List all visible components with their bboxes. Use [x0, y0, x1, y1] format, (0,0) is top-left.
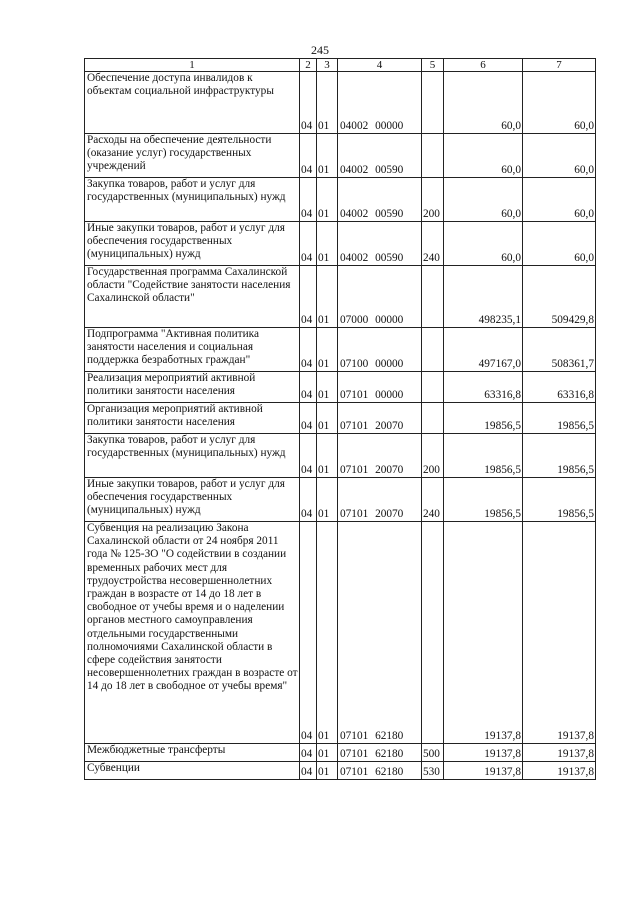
row-subsection: 01: [317, 403, 338, 434]
row-amount-col7: 19137,8: [523, 762, 596, 780]
row-expense-type: 500: [422, 744, 444, 762]
header-cell: 2: [300, 59, 317, 72]
row-subsection: 01: [317, 134, 338, 178]
row-amount-col6: 497167,0: [444, 328, 523, 372]
row-expense-type: [422, 134, 444, 178]
row-section: 04: [300, 522, 317, 744]
row-subsection: 01: [317, 222, 338, 266]
row-expense-type: [422, 328, 444, 372]
row-target-article: 07101 62180: [338, 762, 422, 780]
row-expense-type: 530: [422, 762, 444, 780]
row-description: Организация мероприятий активной политики занятости населения: [85, 403, 300, 434]
row-amount-col7: 60,0: [523, 178, 596, 222]
row-amount-col7: 60,0: [523, 134, 596, 178]
row-section: 04: [300, 266, 317, 328]
table-row: [85, 403, 596, 434]
row-description: Закупка товаров, работ и услуг для государственных (муниципальных) нужд: [85, 178, 300, 222]
row-description: Реализация мероприятий активной политики занятости населения: [85, 372, 300, 403]
row-subsection: 01: [317, 72, 338, 134]
row-subsection: 01: [317, 478, 338, 522]
row-subsection: 01: [317, 178, 338, 222]
row-description: Иные закупки товаров, работ и услуг для обеспечения государственных (муниципальных) нужд: [85, 222, 300, 266]
row-subsection: 01: [317, 522, 338, 744]
row-amount-col7: 63316,8: [523, 372, 596, 403]
row-expense-type: [422, 403, 444, 434]
header-cell: 6: [444, 59, 523, 72]
header-cell: 3: [317, 59, 338, 72]
header-cell: 5: [422, 59, 444, 72]
row-target-article: 07101 20070: [338, 403, 422, 434]
row-subsection: 01: [317, 328, 338, 372]
row-amount-col7: 60,0: [523, 222, 596, 266]
row-amount-col6: 60,0: [444, 178, 523, 222]
row-expense-type: 240: [422, 478, 444, 522]
row-section: 04: [300, 372, 317, 403]
row-amount-col6: 60,0: [444, 222, 523, 266]
row-description: Межбюджетные трансферты: [85, 744, 300, 762]
header-cell: 7: [523, 59, 596, 72]
header-row: [85, 59, 596, 72]
row-amount-col6: 19856,5: [444, 478, 523, 522]
row-target-article: 07101 20070: [338, 478, 422, 522]
page-number: 245: [311, 43, 329, 57]
row-target-article: 04002 00590: [338, 134, 422, 178]
row-expense-type: [422, 72, 444, 134]
row-description: Иные закупки товаров, работ и услуг для обеспечения государственных (муниципальных) нужд: [85, 478, 300, 522]
row-amount-col6: 19137,8: [444, 762, 523, 780]
row-amount-col6: 498235,1: [444, 266, 523, 328]
row-amount-col7: 19856,5: [523, 478, 596, 522]
row-amount-col7: 19856,5: [523, 434, 596, 478]
row-target-article: 07000 00000: [338, 266, 422, 328]
row-amount-col6: 19856,5: [444, 434, 523, 478]
row-amount-col6: 60,0: [444, 134, 523, 178]
row-description: Закупка товаров, работ и услуг для государственных (муниципальных) нужд: [85, 434, 300, 478]
row-description: Субвенция на реализацию Закона Сахалинской области от 24 ноября 2011 года № 125-ЗО "О содействии в создании временных рабочих мест для трудоустройства несовершеннолетних граждан в возрасте от 14 до 18 лет в свободное от учебы время и о наделении органов местного самоуправления отдельными государственными полномочиями Сахалинской области в сфере содействия занятости несовершеннолетних граждан в возрасте от 14 до 18 лет в свободное от учебы время": [85, 522, 300, 744]
row-amount-col7: 60,0: [523, 72, 596, 134]
row-expense-type: [422, 372, 444, 403]
budget-table: [84, 58, 596, 780]
row-amount-col6: 19137,8: [444, 522, 523, 744]
row-amount-col7: 19137,8: [523, 744, 596, 762]
header-cell: 1: [85, 59, 300, 72]
row-subsection: 01: [317, 434, 338, 478]
row-subsection: 01: [317, 744, 338, 762]
row-amount-col6: 19856,5: [444, 403, 523, 434]
table-row: [85, 72, 596, 134]
table-row: [85, 744, 596, 762]
row-amount-col6: 63316,8: [444, 372, 523, 403]
row-amount-col7: 509429,8: [523, 266, 596, 328]
row-subsection: 01: [317, 762, 338, 780]
row-target-article: 07101 62180: [338, 522, 422, 744]
row-subsection: 01: [317, 372, 338, 403]
row-section: 04: [300, 744, 317, 762]
table-row: [85, 134, 596, 178]
row-target-article: 04002 00590: [338, 178, 422, 222]
row-section: 04: [300, 762, 317, 780]
table-row: [85, 434, 596, 478]
row-target-article: 07101 62180: [338, 744, 422, 762]
row-section: 04: [300, 222, 317, 266]
row-section: 04: [300, 403, 317, 434]
row-target-article: 04002 00590: [338, 222, 422, 266]
row-expense-type: [422, 522, 444, 744]
row-amount-col7: 19137,8: [523, 522, 596, 744]
row-expense-type: [422, 266, 444, 328]
table-row: [85, 522, 596, 744]
row-section: 04: [300, 72, 317, 134]
row-expense-type: 200: [422, 434, 444, 478]
row-description: Государственная программа Сахалинской области "Содействие занятости населения Сахалинской области": [85, 266, 300, 328]
row-target-article: 07101 00000: [338, 372, 422, 403]
row-section: 04: [300, 134, 317, 178]
row-amount-col6: 19137,8: [444, 744, 523, 762]
row-amount-col7: 19856,5: [523, 403, 596, 434]
row-description: Субвенции: [85, 762, 300, 780]
row-amount-col7: 508361,7: [523, 328, 596, 372]
row-target-article: 04002 00000: [338, 72, 422, 134]
row-section: 04: [300, 478, 317, 522]
row-expense-type: 200: [422, 178, 444, 222]
row-description: Расходы на обеспечение деятельности (оказание услуг) государственных учреждений: [85, 134, 300, 178]
table-body: [85, 72, 596, 780]
header-cell: 4: [338, 59, 422, 72]
table-row: [85, 266, 596, 328]
table-row: [85, 328, 596, 372]
row-subsection: 01: [317, 266, 338, 328]
row-expense-type: 240: [422, 222, 444, 266]
row-target-article: 07100 00000: [338, 328, 422, 372]
table-row: [85, 178, 596, 222]
row-section: 04: [300, 434, 317, 478]
row-description: Обеспечение доступа инвалидов к объектам социальной инфраструктуры: [85, 72, 300, 134]
row-section: 04: [300, 178, 317, 222]
row-target-article: 07101 20070: [338, 434, 422, 478]
table-row: [85, 372, 596, 403]
row-section: 04: [300, 328, 317, 372]
row-amount-col6: 60,0: [444, 72, 523, 134]
row-description: Подпрограмма "Активная политика занятости населения и социальная поддержка безработных граждан": [85, 328, 300, 372]
table-row: [85, 222, 596, 266]
table-row: [85, 478, 596, 522]
table-row: [85, 762, 596, 780]
